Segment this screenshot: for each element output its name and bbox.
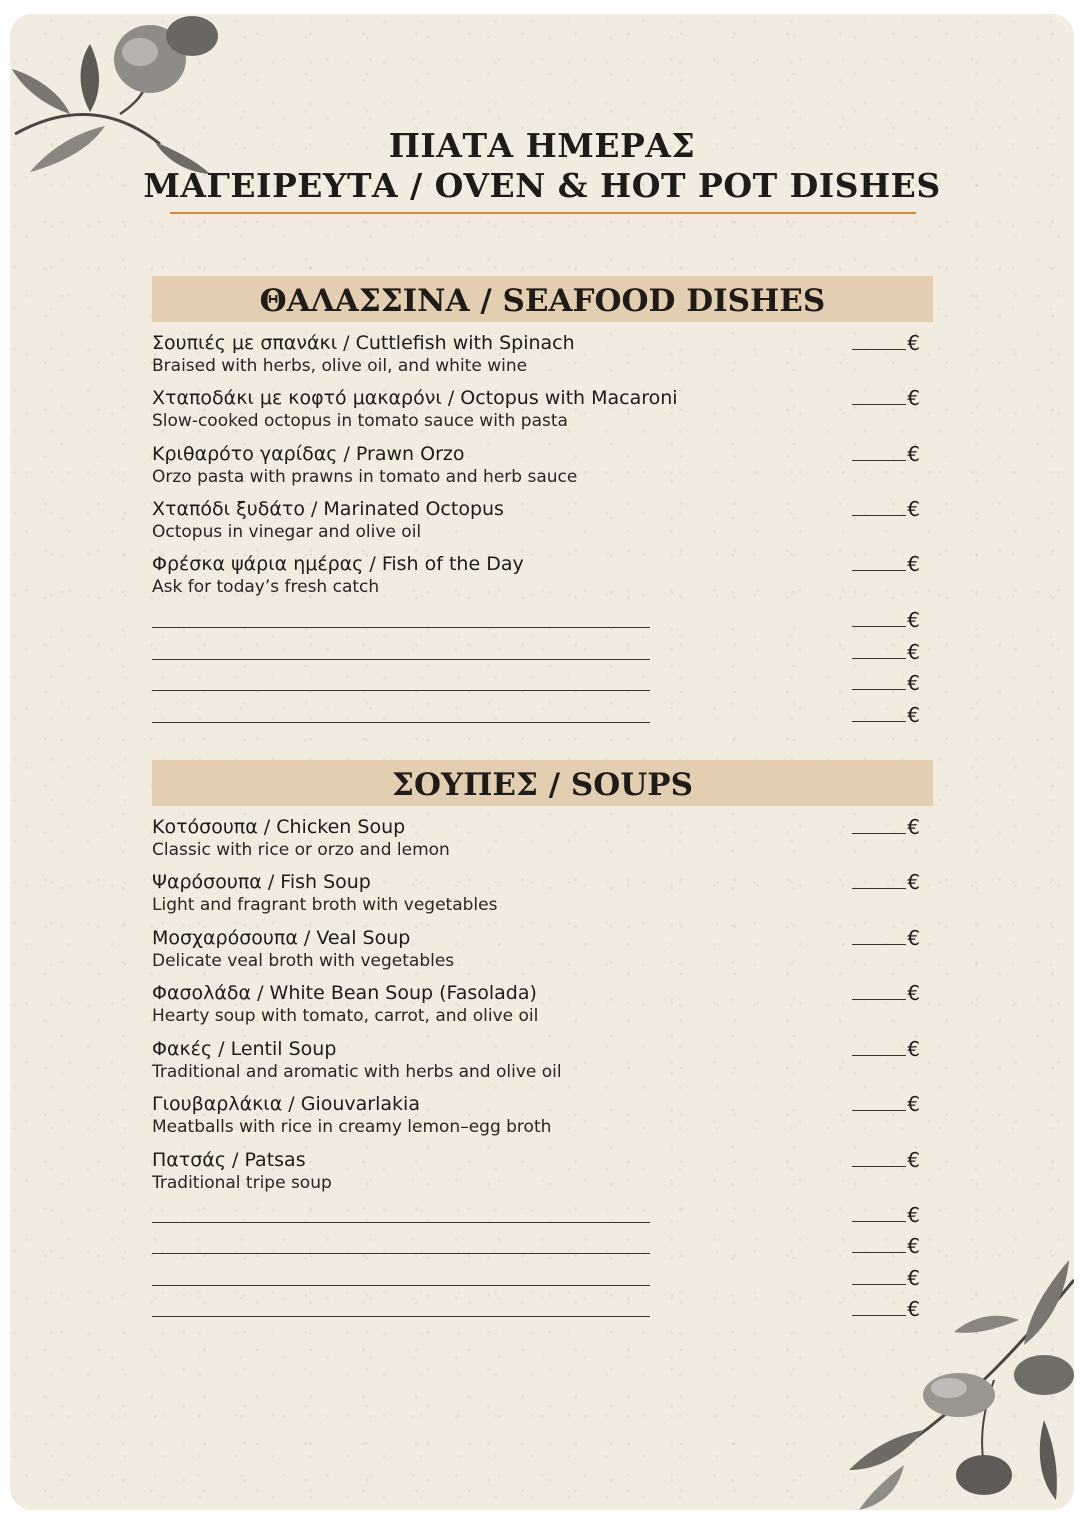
item-name: Κοτόσουπα / Chicken Soup: [152, 816, 406, 838]
menu-item: [152, 552, 922, 598]
item-description: Slow-cooked octopus in tomato sauce with pasta: [152, 411, 568, 431]
item-name: Φασολάδα / White Bean Soup (Fasolada): [152, 982, 537, 1004]
item-name: Χταπόδι ξυδάτο / Marinated Octopus: [152, 498, 504, 520]
blank-menu-line: [152, 671, 922, 695]
blank-menu-line: [152, 1203, 922, 1227]
item-description: Octopus in vinegar and olive oil: [152, 522, 422, 542]
currency-symbol: €: [907, 608, 920, 632]
currency-symbol: €: [907, 1148, 920, 1172]
menu-page: [10, 14, 1074, 1510]
blank-menu-line: [152, 640, 922, 664]
item-name: Σουπιές με σπανάκι / Cuttlefish with Spinach: [152, 332, 575, 354]
price-field: [852, 671, 920, 695]
menu-item: [152, 386, 922, 432]
price-field: [852, 552, 920, 576]
item-description: Light and fragrant broth with vegetables: [152, 895, 498, 915]
menu-item: [152, 815, 922, 861]
currency-symbol: €: [907, 1297, 920, 1321]
menu-item: [152, 981, 922, 1027]
section-header-soups: ΣΟΥΠΕΣ / SOUPS: [152, 760, 933, 806]
menu-header: [10, 126, 1074, 206]
item-description: Traditional and aromatic with herbs and olive oil: [152, 1062, 562, 1082]
currency-symbol: €: [907, 497, 920, 521]
item-description: Hearty soup with tomato, carrot, and olive oil: [152, 1006, 539, 1026]
price-field: [852, 1266, 920, 1290]
item-name: Φρέσκα ψάρια ημέρας / Fish of the Day: [152, 553, 524, 575]
item-description: Traditional tripe soup: [152, 1173, 332, 1193]
currency-symbol: €: [907, 1092, 920, 1116]
item-description: Braised with herbs, olive oil, and white wine: [152, 356, 528, 376]
currency-symbol: €: [907, 442, 920, 466]
price-field: [852, 981, 920, 1005]
item-name: Κριθαρότο γαρίδας / Prawn Orzo: [152, 443, 465, 465]
price-field: [852, 1297, 920, 1321]
price-field: [852, 331, 920, 355]
item-name: Φακές / Lentil Soup: [152, 1038, 337, 1060]
price-field: [852, 442, 920, 466]
section-header-seafood: ΘΑΛΑΣΣΙΝΑ / SEAFOOD DISHES: [152, 276, 933, 322]
currency-symbol: €: [907, 703, 920, 727]
currency-symbol: €: [907, 815, 920, 839]
price-field: [852, 386, 920, 410]
item-name: Ψαρόσουπα / Fish Soup: [152, 871, 371, 893]
price-field: [852, 497, 920, 521]
item-description: Orzo pasta with prawns in tomato and herb sauce: [152, 467, 578, 487]
item-name: Μοσχαρόσουπα / Veal Soup: [152, 927, 411, 949]
currency-symbol: €: [907, 1203, 920, 1227]
currency-symbol: €: [907, 870, 920, 894]
item-description: Ask for today’s fresh catch: [152, 577, 380, 597]
currency-symbol: €: [907, 331, 920, 355]
currency-symbol: €: [907, 552, 920, 576]
currency-symbol: €: [907, 671, 920, 695]
currency-symbol: €: [907, 386, 920, 410]
blank-menu-line: [152, 1266, 922, 1290]
currency-symbol: €: [907, 926, 920, 950]
menu-item: [152, 331, 922, 377]
price-field: [852, 640, 920, 664]
price-field: [852, 1092, 920, 1116]
currency-symbol: €: [907, 640, 920, 664]
blank-menu-line: [152, 1297, 922, 1321]
price-field: [852, 870, 920, 894]
blank-menu-line: [152, 608, 922, 632]
currency-symbol: €: [907, 1234, 920, 1258]
price-field: [852, 1037, 920, 1061]
item-description: Meatballs with rice in creamy lemon–egg broth: [152, 1117, 552, 1137]
item-name: Γιουβαρλάκια / Giouvarlakia: [152, 1093, 420, 1115]
price-field: [852, 608, 920, 632]
price-field: [852, 1203, 920, 1227]
price-field: [852, 1234, 920, 1258]
price-field: [852, 926, 920, 950]
blank-menu-line: [152, 703, 922, 727]
currency-symbol: €: [907, 981, 920, 1005]
price-field: [852, 703, 920, 727]
menu-item: [152, 926, 922, 972]
blank-menu-line: [152, 1234, 922, 1258]
item-description: Classic with rice or orzo and lemon: [152, 840, 450, 860]
menu-item: [152, 497, 922, 543]
currency-symbol: €: [907, 1266, 920, 1290]
header-divider: [170, 212, 916, 214]
price-field: [852, 815, 920, 839]
item-description: Delicate veal broth with vegetables: [152, 951, 455, 971]
price-field: [852, 1148, 920, 1172]
menu-item: [152, 1148, 922, 1194]
menu-item: [152, 442, 922, 488]
currency-symbol: €: [907, 1037, 920, 1061]
menu-subtitle: ΜΑΓΕΙΡΕΥΤΑ / OVEN & HOT POT DISHES: [143, 166, 941, 205]
menu-item: [152, 1037, 922, 1083]
item-name: Πατσάς / Patsas: [152, 1149, 306, 1171]
menu-item: [152, 1092, 922, 1138]
menu-item: [152, 870, 922, 916]
item-name: Χταποδάκι με κοφτό μακαρόνι / Octopus with Macaroni: [152, 387, 678, 409]
menu-title: ΠΙΑΤΑ ΗΜΕΡΑΣ: [388, 126, 696, 165]
